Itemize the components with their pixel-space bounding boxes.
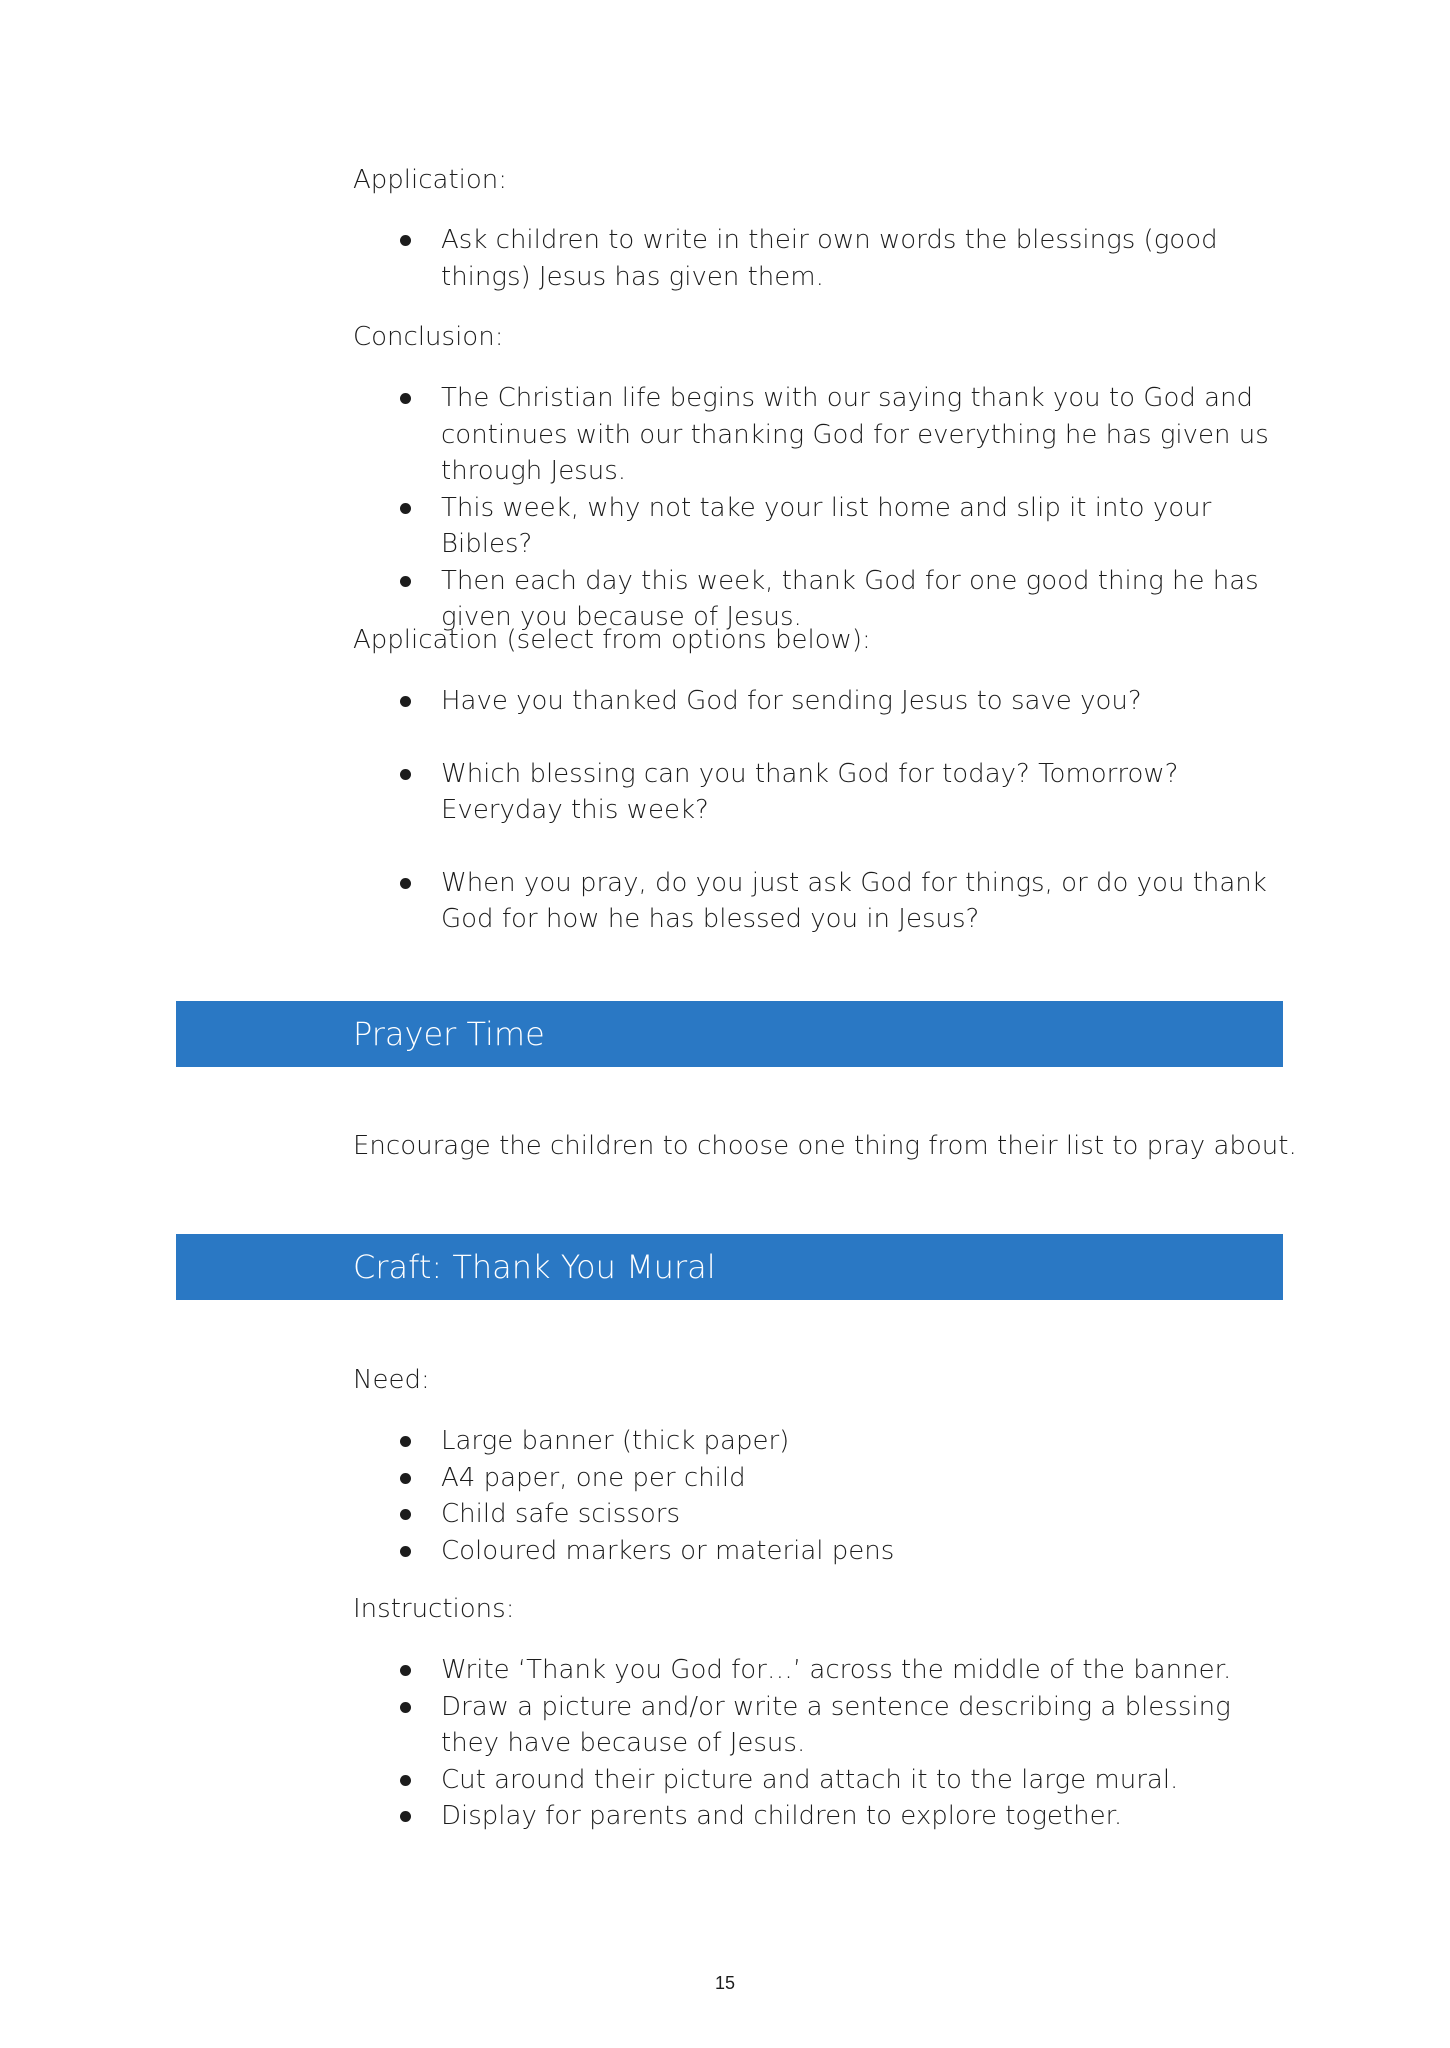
list-item: Cut around their picture and attach it to the large mural.	[353, 1762, 1283, 1799]
list-item: Have you thanked God for sending Jesus to save you?	[353, 683, 1283, 720]
bullet-icon	[400, 696, 411, 707]
bullet-icon	[400, 1702, 411, 1713]
list-item: This week, why not take your list home and slip it into your Bibles?	[353, 490, 1283, 563]
bullet-icon	[400, 1436, 411, 1447]
list-item: Child safe scissors	[353, 1496, 1283, 1533]
list-item: Write ‘Thank you God for…’ across the middle of the banner.	[353, 1652, 1283, 1689]
bullet-icon	[400, 878, 411, 889]
bullet-icon	[400, 576, 411, 587]
instructions-list	[353, 1652, 1283, 1835]
bullet-icon	[400, 1665, 411, 1676]
bullet-icon	[400, 1509, 411, 1520]
prayer-time-heading: Prayer Time	[176, 1001, 1283, 1067]
application-options-label: Application (select from options below):	[353, 625, 871, 655]
list-item: Then each day this week, thank God for one good thing he has given you because of Jesus.	[353, 563, 1283, 636]
list-item: When you pray, do you just ask God for things, or do you thank God for how he has blessed you in Jesus?	[353, 865, 1283, 938]
list-item: Coloured markers or material pens	[353, 1533, 1283, 1570]
craft-heading: Craft: Thank You Mural	[176, 1234, 1283, 1300]
bullet-icon	[400, 1473, 411, 1484]
list-item: Large banner (thick paper)	[353, 1423, 1283, 1460]
bullet-icon	[400, 1775, 411, 1786]
conclusion-label: Conclusion:	[353, 322, 504, 352]
bullet-icon	[400, 1811, 411, 1822]
application-options-list	[353, 683, 1283, 938]
list-item: The Christian life begins with our saying thank you to God and continues with our thanking God for everything he has given us through Jesus.	[353, 380, 1283, 490]
bullet-icon	[400, 769, 411, 780]
bullet-icon	[400, 1546, 411, 1557]
need-label: Need:	[353, 1365, 430, 1395]
list-item: A4 paper, one per child	[353, 1460, 1283, 1497]
list-item: Ask children to write in their own words the blessings (good things) Jesus has given them.	[353, 222, 1283, 295]
prayer-time-text: Encourage the children to choose one thing from their list to pray about.	[353, 1131, 1297, 1161]
need-list	[353, 1423, 1283, 1569]
application-list	[353, 222, 1283, 295]
list-item: Which blessing can you thank God for today? Tomorrow? Everyday this week?	[353, 756, 1283, 829]
bullet-icon	[400, 235, 411, 246]
bullet-icon	[400, 503, 411, 514]
list-item: Draw a picture and/or write a sentence describing a blessing they have because of Jesus.	[353, 1689, 1283, 1762]
bullet-icon	[400, 393, 411, 404]
page-number: 15	[714, 1973, 736, 1993]
list-item: Display for parents and children to explore together.	[353, 1798, 1283, 1835]
application-label: Application:	[353, 165, 508, 195]
instructions-label: Instructions:	[353, 1594, 515, 1624]
conclusion-list	[353, 380, 1283, 636]
